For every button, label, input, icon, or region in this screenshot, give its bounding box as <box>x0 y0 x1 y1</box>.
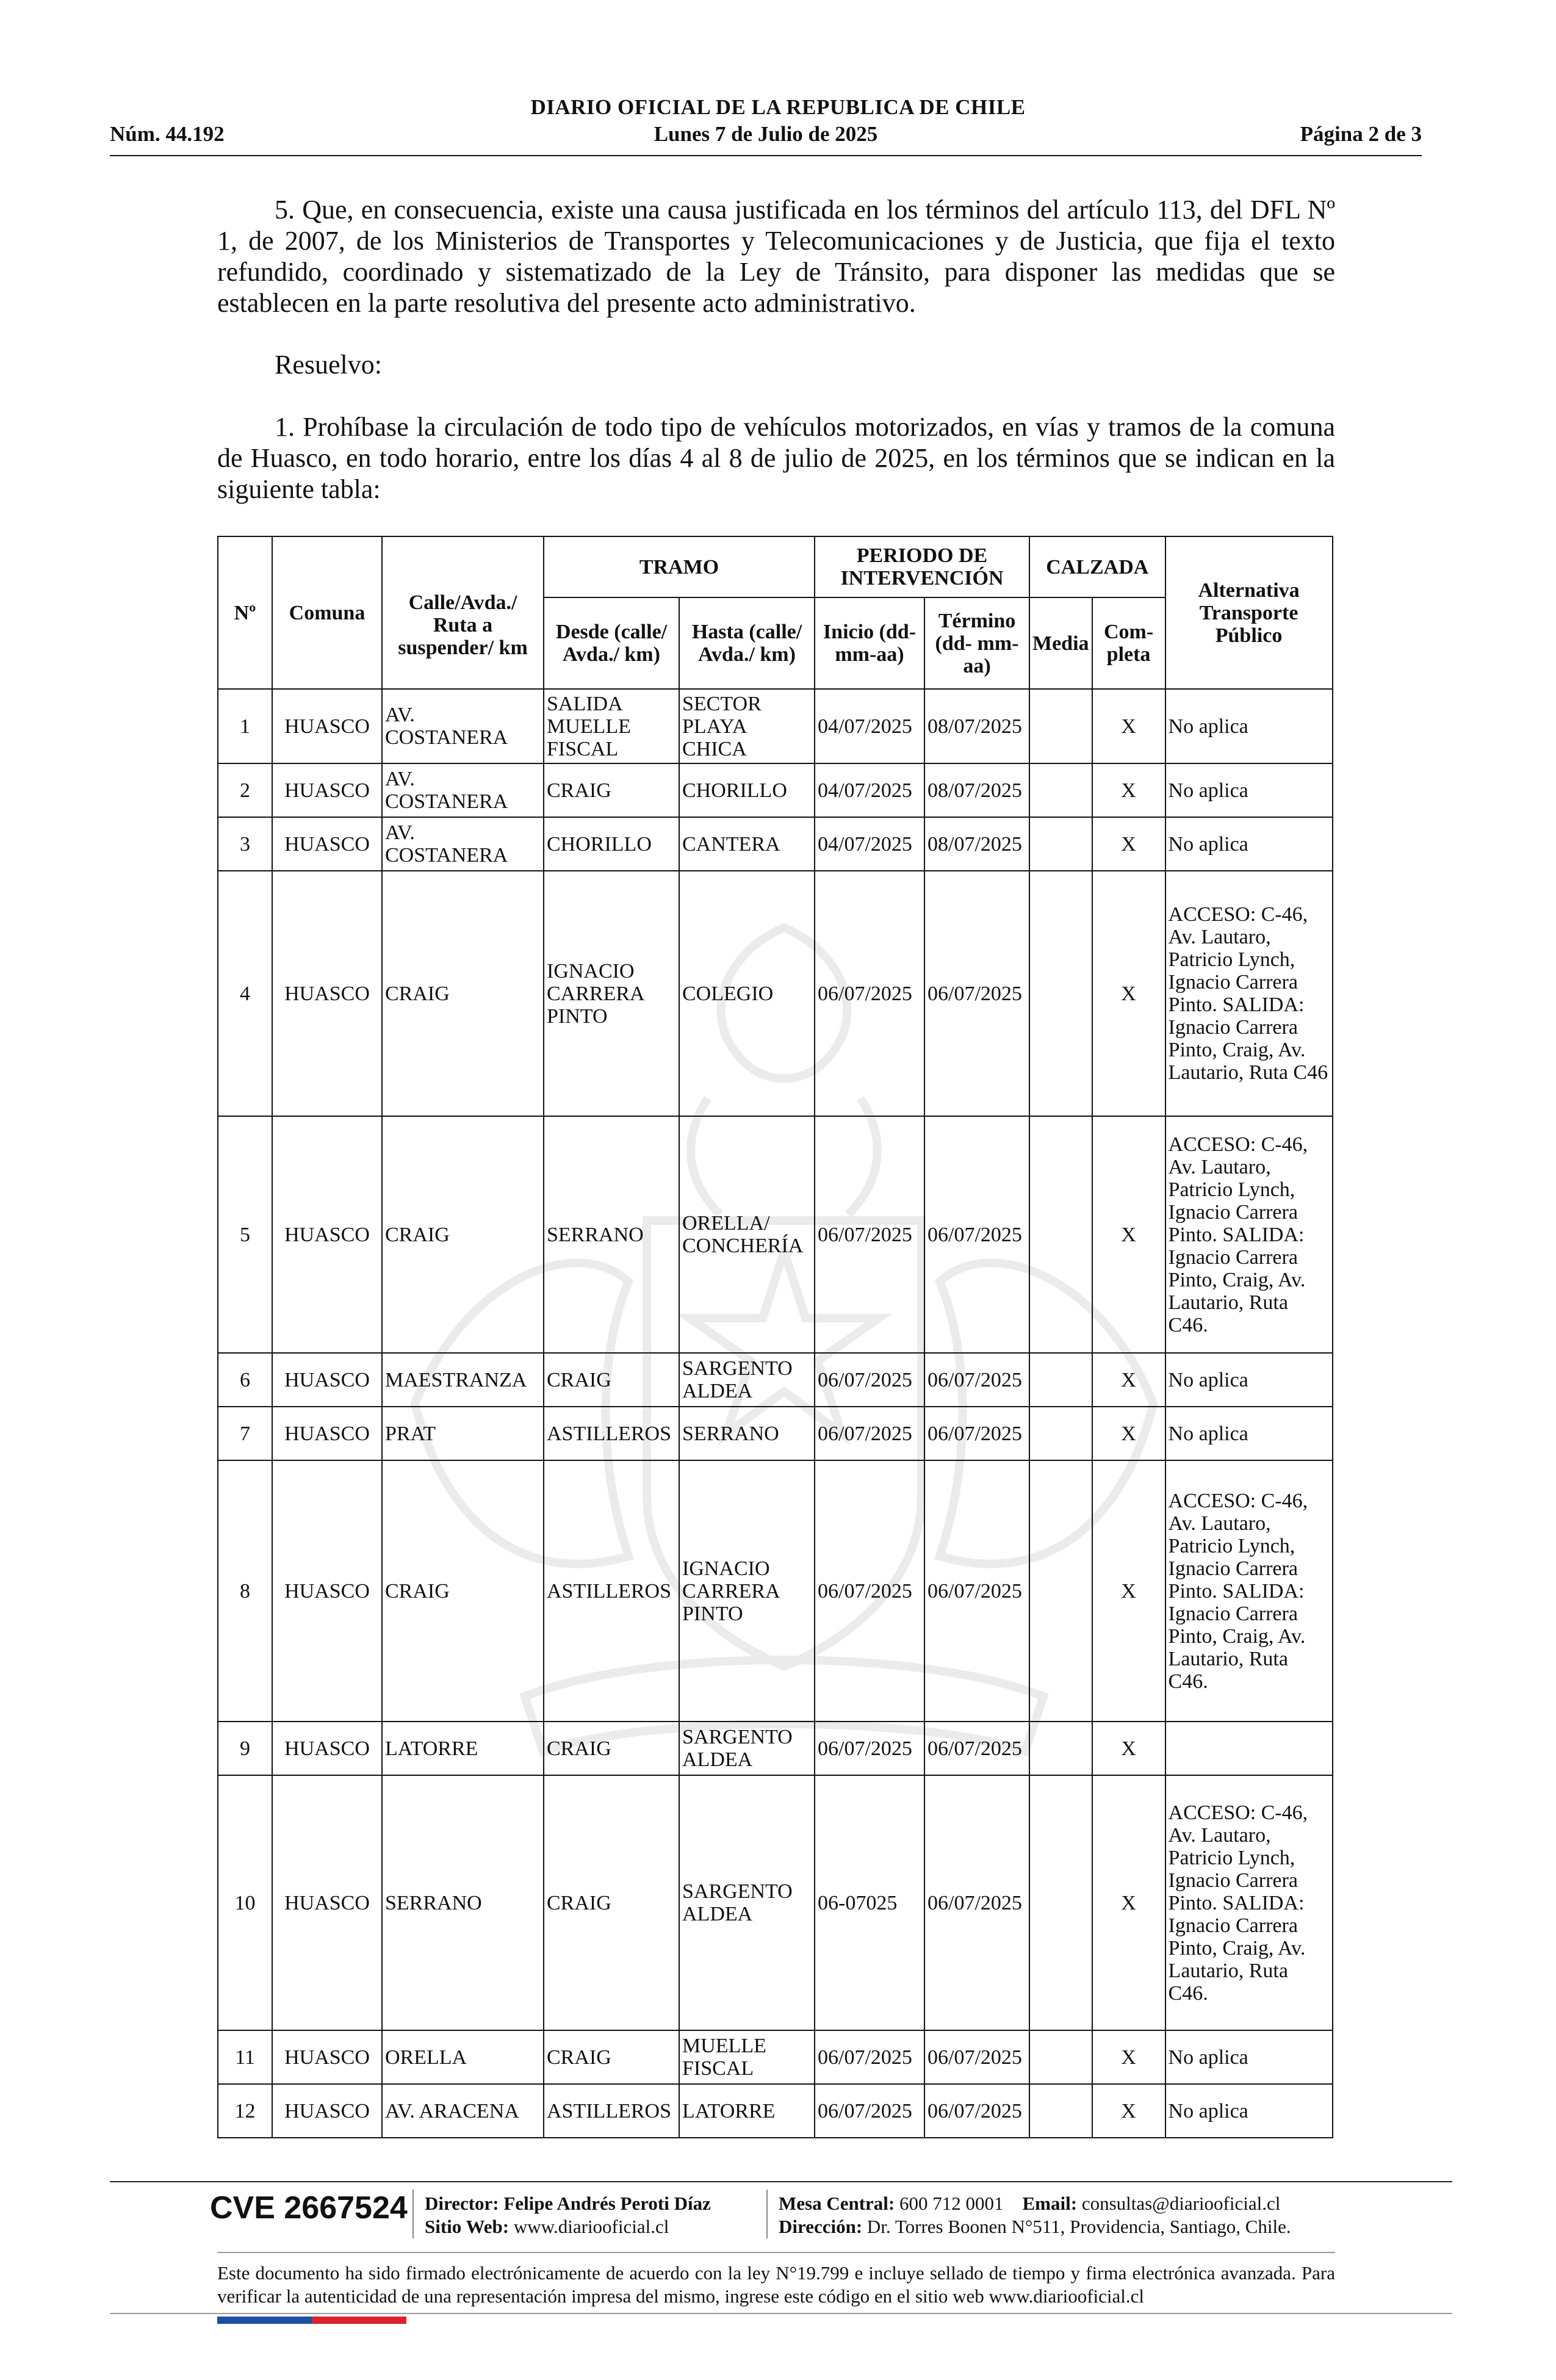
cell-hasta: SARGENTO ALDEA <box>679 1353 815 1407</box>
cell-calle: LATORRE <box>382 1722 544 1775</box>
cell-hasta: SECTOR PLAYA CHICA <box>679 689 815 763</box>
col-calzada: CALZADA <box>1029 536 1165 597</box>
col-calle: Calle/Avda./ Ruta a suspender/ km <box>382 536 544 689</box>
cell-alternativa: ACCESO: C-46, Av. Lautaro, Patricio Lynch, Ignacio Carrera Pinto. SALIDA: Ignacio Carrera Pinto, Craig, Av. Lautario, Ruta C46. <box>1165 1116 1333 1353</box>
cell-inicio: 06/07/2025 <box>815 1722 924 1775</box>
table-row <box>218 1722 1333 1775</box>
col-hasta: Hasta (calle/ Avda./ km) <box>679 597 815 689</box>
cell-calle: PRAT <box>382 1407 544 1460</box>
contact-block: Mesa Central: 600 712 0001 Email: consultas@diariooficial.cl Dirección: Dr. Torres Boonen N°511, Providencia, Santiago, Chile. <box>779 2193 1291 2237</box>
cell-alternativa: No aplica <box>1165 2030 1333 2084</box>
cell-hasta: SERRANO <box>679 1407 815 1460</box>
table-row <box>218 1460 1333 1722</box>
footer-divider-top <box>110 2181 1452 2182</box>
table-row <box>218 1775 1333 2030</box>
cell-media <box>1029 1353 1092 1407</box>
cell-comuna: HUASCO <box>272 1722 382 1775</box>
col-n: Nº <box>218 536 272 689</box>
cell-comuna: HUASCO <box>272 689 382 763</box>
cell-inicio: 06/07/2025 <box>815 1353 924 1407</box>
cell-termino: 06/07/2025 <box>924 1775 1029 2030</box>
cell-inicio: 06/07/2025 <box>815 1460 924 1722</box>
footer-divider-bottom <box>110 2313 1452 2314</box>
cell-comuna: HUASCO <box>272 1116 382 1353</box>
cell-termino: 06/07/2025 <box>924 1407 1029 1460</box>
gazette-title: DIARIO OFICIAL DE LA REPUBLICA DE CHILE <box>530 95 1026 119</box>
cell-desde: SERRANO <box>544 1116 679 1353</box>
cell-media <box>1029 871 1092 1116</box>
cell-alternativa: No aplica <box>1165 1353 1333 1407</box>
cell-media <box>1029 763 1092 817</box>
email-link[interactable]: consultas@diariooficial.cl <box>1081 2193 1281 2214</box>
footer-separator <box>412 2190 414 2238</box>
cell-inicio: 06/07/2025 <box>815 1116 924 1353</box>
footer-divider-mid <box>217 2252 1335 2253</box>
col-desde: Desde (calle/ Avda./ km) <box>544 597 679 689</box>
cell-termino: 08/07/2025 <box>924 763 1029 817</box>
cell-desde: ASTILLEROS <box>544 1460 679 1722</box>
cell-inicio: 04/07/2025 <box>815 763 924 817</box>
cell-alternativa: No aplica <box>1165 2084 1333 2138</box>
cell-alternativa: No aplica <box>1165 817 1333 871</box>
issue-number: Núm. 44.192 <box>110 122 225 146</box>
cell-n: 4 <box>218 871 272 1116</box>
cell-hasta: SARGENTO ALDEA <box>679 1775 815 2030</box>
website-link[interactable]: www.diariooficial.cl <box>513 2216 669 2237</box>
cell-alternativa: No aplica <box>1165 689 1333 763</box>
table-row <box>218 689 1333 763</box>
phone-number: 600 712 0001 <box>899 2193 1004 2214</box>
cell-hasta: IGNACIO CARRERA PINTO <box>679 1460 815 1722</box>
address: Dr. Torres Boonen N°511, Providencia, Santiago, Chile. <box>866 2216 1291 2237</box>
cell-calle: AV. COSTANERA <box>382 763 544 817</box>
cell-termino: 08/07/2025 <box>924 689 1029 763</box>
cell-completa: X <box>1092 2084 1165 2138</box>
header-divider <box>110 155 1422 156</box>
col-inicio: Inicio (dd- mm-aa) <box>815 597 924 689</box>
cell-alternativa: No aplica <box>1165 1407 1333 1460</box>
cell-media <box>1029 1722 1092 1775</box>
cell-inicio: 06/07/2025 <box>815 2084 924 2138</box>
cell-completa: X <box>1092 871 1165 1116</box>
cell-n: 10 <box>218 1775 272 2030</box>
cell-alternativa: No aplica <box>1165 763 1333 817</box>
cell-hasta: LATORRE <box>679 2084 815 2138</box>
cell-desde: CRAIG <box>544 2030 679 2084</box>
cell-n: 1 <box>218 689 272 763</box>
cell-desde: ASTILLEROS <box>544 1407 679 1460</box>
cell-desde: CRAIG <box>544 763 679 817</box>
cell-inicio: 06/07/2025 <box>815 871 924 1116</box>
col-media: Media <box>1029 597 1092 689</box>
cell-completa: X <box>1092 817 1165 871</box>
cell-alternativa: ACCESO: C-46, Av. Lautaro, Patricio Lynch, Ignacio Carrera Pinto. SALIDA: Ignacio Carrera Pinto, Craig, Av. Lautario, Ruta C46. <box>1165 1460 1333 1722</box>
cell-termino: 06/07/2025 <box>924 1722 1029 1775</box>
cell-media <box>1029 1775 1092 2030</box>
cell-termino: 06/07/2025 <box>924 1116 1029 1353</box>
cell-n: 11 <box>218 2030 272 2084</box>
cell-n: 2 <box>218 763 272 817</box>
cell-calle: AV. COSTANERA <box>382 817 544 871</box>
cell-inicio: 06/07/2025 <box>815 2030 924 2084</box>
col-alternativa: Alternativa Transporte Público <box>1165 536 1333 689</box>
cell-termino: 06/07/2025 <box>924 1353 1029 1407</box>
closures-table <box>217 536 1333 2138</box>
footer-separator <box>766 2190 768 2238</box>
cell-desde: CRAIG <box>544 1775 679 2030</box>
cell-termino: 06/07/2025 <box>924 1460 1029 1722</box>
cell-comuna: HUASCO <box>272 817 382 871</box>
cell-inicio: 04/07/2025 <box>815 689 924 763</box>
cell-hasta: ORELLA/ CONCHERÍA <box>679 1116 815 1353</box>
cell-desde: SALIDA MUELLE FISCAL <box>544 689 679 763</box>
cell-completa: X <box>1092 1775 1165 2030</box>
page-indicator: Página 2 de 3 <box>1300 122 1422 146</box>
cell-comuna: HUASCO <box>272 763 382 817</box>
cell-hasta: SARGENTO ALDEA <box>679 1722 815 1775</box>
cell-comuna: HUASCO <box>272 1407 382 1460</box>
table-row <box>218 763 1333 817</box>
cell-n: 12 <box>218 2084 272 2138</box>
cell-calle: CRAIG <box>382 1460 544 1722</box>
cell-alternativa <box>1165 1722 1333 1775</box>
cve-code: CVE 2667524 <box>210 2190 408 2226</box>
cell-media <box>1029 689 1092 763</box>
cell-alternativa: ACCESO: C-46, Av. Lautaro, Patricio Lynch, Ignacio Carrera Pinto. SALIDA: Ignacio Carrera Pinto, Craig, Av. Lautario, Ruta C46. <box>1165 1775 1333 2030</box>
cell-completa: X <box>1092 2030 1165 2084</box>
col-comuna: Comuna <box>272 536 382 689</box>
cell-hasta: COLEGIO <box>679 871 815 1116</box>
issue-date: Lunes 7 de Julio de 2025 <box>654 122 878 146</box>
cell-completa: X <box>1092 1353 1165 1407</box>
cell-completa: X <box>1092 763 1165 817</box>
col-periodo: PERIODO DE INTERVENCIÓN <box>815 536 1029 597</box>
cell-desde: ASTILLEROS <box>544 2084 679 2138</box>
cell-comuna: HUASCO <box>272 1353 382 1407</box>
cell-inicio: 06-07025 <box>815 1775 924 2030</box>
flag-stripe <box>217 2317 406 2324</box>
cell-media <box>1029 817 1092 871</box>
cell-media <box>1029 2030 1092 2084</box>
table-row <box>218 871 1333 1116</box>
col-termino: Término (dd- mm-aa) <box>924 597 1029 689</box>
cell-termino: 08/07/2025 <box>924 817 1029 871</box>
cell-n: 9 <box>218 1722 272 1775</box>
cell-n: 6 <box>218 1353 272 1407</box>
table-row <box>218 1407 1333 1460</box>
table-row <box>218 817 1333 871</box>
cell-media <box>1029 2084 1092 2138</box>
flag-blue-stripe <box>217 2317 312 2324</box>
table-row <box>218 1116 1333 1353</box>
table-header-row-1 <box>218 536 1333 597</box>
cell-completa: X <box>1092 1116 1165 1353</box>
paragraph-1: 1. Prohíbase la circulación de todo tipo de vehículos motorizados, en vías y tramos de la comuna de Huasco, en todo horario, entre los días 4 al 8 de julio de 2025, en los términos que se indican en la siguiente tabla: <box>217 412 1335 504</box>
cell-comuna: HUASCO <box>272 871 382 1116</box>
cell-completa: X <box>1092 689 1165 763</box>
cell-calle: CRAIG <box>382 1116 544 1353</box>
cell-media <box>1029 1116 1092 1353</box>
cell-hasta: MUELLE FISCAL <box>679 2030 815 2084</box>
cell-inicio: 06/07/2025 <box>815 1407 924 1460</box>
cell-comuna: HUASCO <box>272 1460 382 1722</box>
cell-comuna: HUASCO <box>272 1775 382 2030</box>
cell-calle: AV. ARACENA <box>382 2084 544 2138</box>
cell-alternativa: ACCESO: C-46, Av. Lautaro, Patricio Lynch, Ignacio Carrera Pinto. SALIDA: Ignacio Carrera Pinto, Craig, Av. Lautario, Ruta C46 <box>1165 871 1333 1116</box>
cell-hasta: CANTERA <box>679 817 815 871</box>
cell-calle: CRAIG <box>382 871 544 1116</box>
cell-n: 5 <box>218 1116 272 1353</box>
cell-desde: CRAIG <box>544 1722 679 1775</box>
paragraph-5: 5. Que, en consecuencia, existe una causa justificada en los términos del artículo 113, del DFL Nº 1, de 2007, de los Ministerios de Transportes y Telecomunicaciones y de Justicia, que fija el texto refundido, coordinado y sistematizado de la Ley de Tránsito, para disponer las medidas que se establecen en la parte resolutiva del presente acto administrativo. <box>217 195 1335 318</box>
table-row <box>218 1353 1333 1407</box>
cell-n: 8 <box>218 1460 272 1722</box>
col-completa: Com- pleta <box>1092 597 1165 689</box>
cell-inicio: 04/07/2025 <box>815 817 924 871</box>
cell-desde: CHORILLO <box>544 817 679 871</box>
cell-hasta: CHORILLO <box>679 763 815 817</box>
cell-comuna: HUASCO <box>272 2084 382 2138</box>
cell-completa: X <box>1092 1407 1165 1460</box>
cell-completa: X <box>1092 1722 1165 1775</box>
flag-red-stripe <box>312 2317 406 2324</box>
cell-comuna: HUASCO <box>272 2030 382 2084</box>
cell-n: 7 <box>218 1407 272 1460</box>
cell-n: 3 <box>218 817 272 871</box>
cell-termino: 06/07/2025 <box>924 2030 1029 2084</box>
cell-termino: 06/07/2025 <box>924 2084 1029 2138</box>
cell-desde: CRAIG <box>544 1353 679 1407</box>
resuelvo-heading: Resuelvo: <box>275 350 382 380</box>
director-name: Felipe Andrés Peroti Díaz <box>503 2193 711 2214</box>
cell-calle: MAESTRANZA <box>382 1353 544 1407</box>
cell-desde: IGNACIO CARRERA PINTO <box>544 871 679 1116</box>
director-block: Director: Felipe Andrés Peroti Díaz Sitio Web: www.diariooficial.cl <box>425 2193 711 2237</box>
cell-completa: X <box>1092 1460 1165 1722</box>
cell-calle: AV. COSTANERA <box>382 689 544 763</box>
cell-termino: 06/07/2025 <box>924 871 1029 1116</box>
cell-calle: ORELLA <box>382 2030 544 2084</box>
table-row <box>218 2084 1333 2138</box>
cell-calle: SERRANO <box>382 1775 544 2030</box>
cell-media <box>1029 1460 1092 1722</box>
col-tramo: TRAMO <box>544 536 815 597</box>
table-row <box>218 2030 1333 2084</box>
signature-note: Este documento ha sido firmado electrónicamente de acuerdo con la ley N°19.799 e incluye sellado de tiempo y firma electrónica avanzada. Para verificar la autenticidad de una representación impresa del mismo, ingrese este código en el sitio web www.diariooficial.cl <box>217 2262 1335 2307</box>
cell-media <box>1029 1407 1092 1460</box>
